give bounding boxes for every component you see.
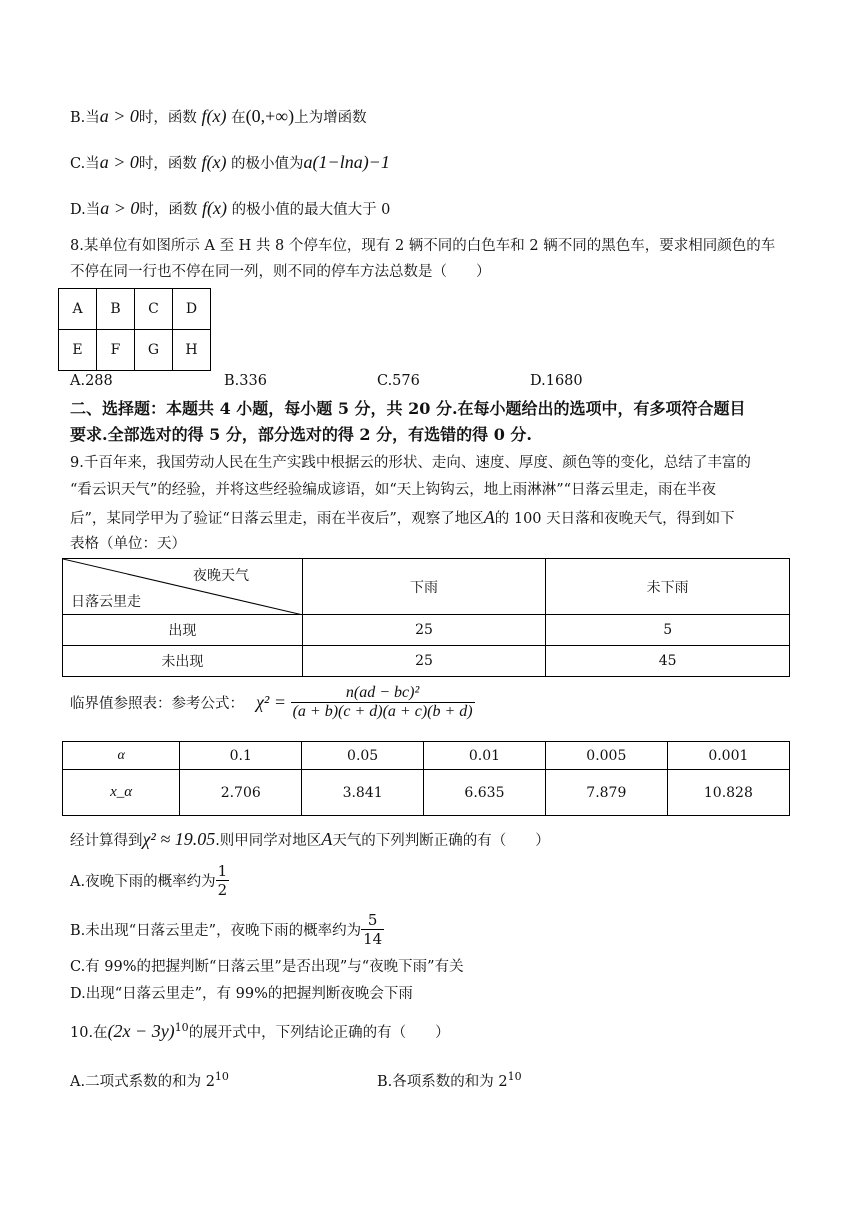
q9-stem-line2: “看云识天气”的经验，并将这些经验编成谚语，如“天上钩钩云，地上雨淋淋”“日落云里走，雨在半夜 [70,482,717,498]
fraction: $\frac{5}{14}$ [363,911,383,948]
formula-fraction [291,684,475,721]
q9-stem-line1: 9.千百年来，我国劳动人民在生产实践中根据云的形状、走向、速度、厚度、颜色等的变化，总结了丰富的 [70,455,751,471]
parking-grid [58,288,211,371]
chi-square-formula [256,684,475,721]
table-cell: 0.005 [545,742,667,770]
corner-bottom-label: 日落云里走 [71,594,141,610]
parking-cell: H [173,330,211,371]
q7-option-c: C.当a > 0时，函数 f(x) 的极小值为a(1−lna)−1 [70,152,390,172]
q9-option-d: D.出现“日落云里走”，有 99%的把握判断夜晚会下雨 [70,986,413,1002]
q8-option-c: C.576 [377,373,420,389]
table-cell: 7.879 [545,770,667,816]
parking-cell: B [97,289,135,330]
parking-cell: A [59,289,97,330]
corner-top-label: 夜晚天气 [193,568,249,584]
q10-option-a: A.二项式系数的和为 $2^{10}$ [70,1070,229,1090]
formula-denominator: (a + b)(c + d)(a + c)(b + d) [292,703,473,720]
table-cell: 3.841 [302,770,424,816]
table-row [63,770,790,816]
q10-stem: 10.在$(2x - 3y)^{10}$的展开式中，下列结论正确的有（ ） [70,1020,450,1041]
parking-cell: E [59,330,97,371]
table-cell: 45 [546,646,790,677]
q9-option-a: A.夜晚下雨的概率约为 $\frac{1}{2}$ [70,862,228,899]
table-cell: 0.1 [180,742,302,770]
parking-cell: F [97,330,135,371]
q8-stem-line2: 不停在同一行也不停在同一列，则不同的停车方法总数是（ ） [70,264,491,280]
parking-cell: G [135,330,173,371]
section-heading-line1: 二、选择题：本题共 4 小题，每小题 5 分，共 20 分.在每小题给出的选项中，有多项符合题目 [70,399,746,418]
x-alpha-header: x_α [63,770,180,816]
critical-value-table [62,741,790,816]
table-row [63,646,790,677]
table-row [63,615,790,646]
formula-lhs: χ² = [256,692,286,712]
table-cell: 25 [302,615,546,646]
table-cell: 0.05 [302,742,424,770]
q7-option-b: B.当a > 0时，函数 f(x) 在(0,+∞)上为增函数 [70,106,367,126]
row-label: 出现 [63,615,303,646]
formula-numerator: n(ad − bc)² [291,684,475,703]
fraction: $\frac{1}{2}$ [217,862,228,899]
q10-option-b: B.各项系数的和为 $2^{10}$ [377,1070,522,1090]
q9-option-b: B.未出现“日落云里走”，夜晚下雨的概率约为 $\frac{5}{14}$ [70,911,383,948]
q8-option-d: D.1680 [530,373,583,389]
table-cell: 6.635 [424,770,546,816]
table-cell: 2.706 [180,770,302,816]
row-label: 未出现 [63,646,303,677]
q9-stem-line4: 表格（单位：天） [70,536,186,552]
alpha-header: α [63,742,180,770]
table-cell: 10.828 [667,770,789,816]
reference-label: 临界值参照表：参考公式： [70,696,244,712]
section-heading-line2: 要求.全部选对的得 5 分，部分选对的得 2 分，有选错的得 0 分. [70,425,532,444]
q9-calc-statement: 经计算得到χ² ≈ 19.05.则甲同学对地区A天气的下列判断正确的有（ ） [70,829,550,849]
table-cell: 25 [302,646,546,677]
q7-option-d: D.当a > 0时，函数 f(x) 的极小值的最大值大于 0 [70,198,391,218]
table-cell: 0.01 [424,742,546,770]
parking-cell: C [135,289,173,330]
weather-table [62,558,790,677]
q9-stem-line3: 后”，某同学甲为了验证“日落云里走，雨在半夜后”，观察了地区A的 100 天日落和夜晚天气，得到如下 [70,507,735,527]
parking-cell: D [173,289,211,330]
table-row [63,742,790,770]
q8-stem-line1: 8.某单位有如图所示 A 至 H 共 8 个停车位，现有 2 辆不同的白色车和 2 辆不同的黑色车，要求相同颜色的车 [70,238,776,254]
column-header: 未下雨 [546,559,790,615]
q8-option-b: B.336 [224,373,267,389]
q8-option-a: A.288 [70,373,113,389]
table-corner-cell [63,559,303,615]
table-cell: 5 [546,615,790,646]
q9-option-c: C.有 99%的把握判断“日落云里”是否出现”与“夜晚下雨”有关 [70,959,464,975]
table-cell: 0.001 [667,742,789,770]
column-header: 下雨 [302,559,546,615]
